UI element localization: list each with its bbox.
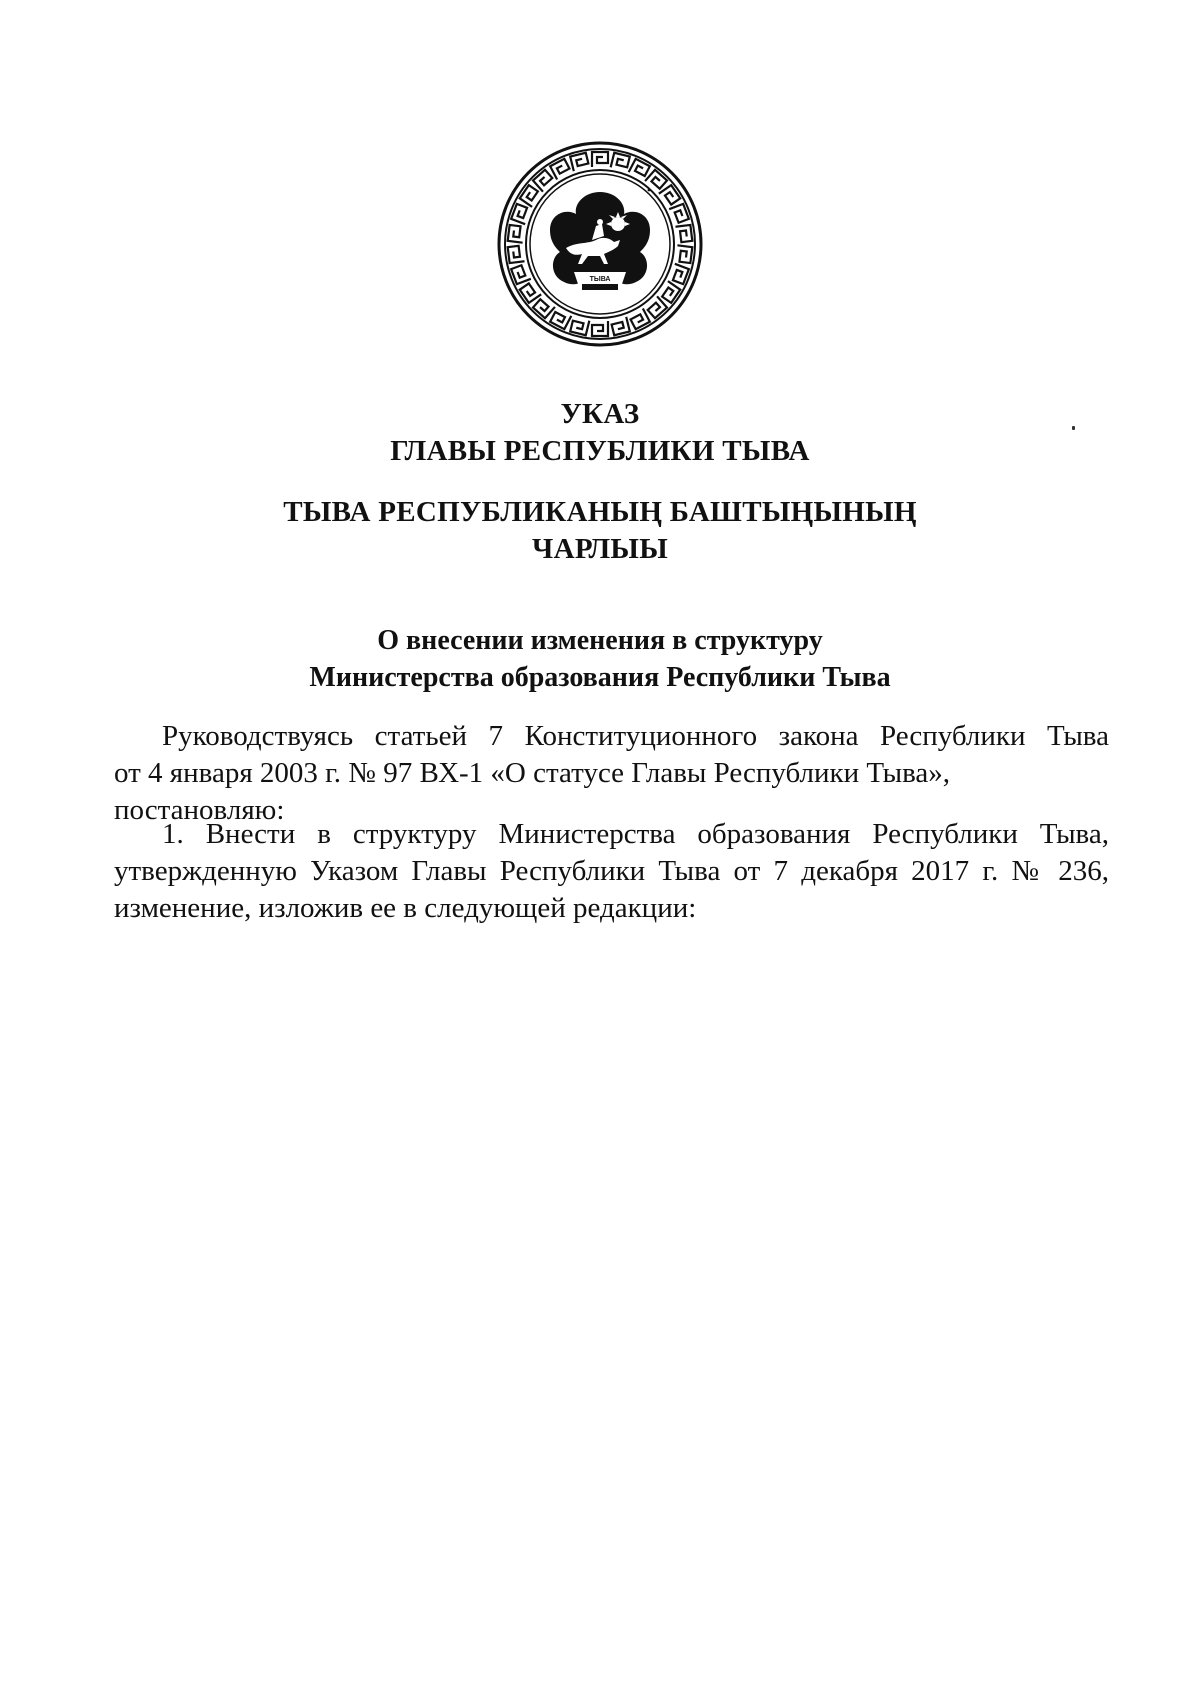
decree-title-tuvan-line-2: ЧАРЛЫЫ [532, 533, 668, 565]
paragraph-line: Руководствуясь статьей 7 Конституционного закона Республики Тыва [162, 720, 1109, 752]
paragraph-line: 1. Внести в структуру Министерства образования Республики Тыва, [162, 818, 1109, 850]
decree-title-line-2: ГЛАВЫ РЕСПУБЛИКИ ТЫВА [390, 435, 810, 467]
clause-1-paragraph [114, 816, 1109, 927]
decree-title-tuvan-line-1: ТЫВА РЕСПУБЛИКАНЫҢ БАШТЫҢЫНЫҢ [283, 496, 917, 528]
preamble-paragraph [114, 718, 1109, 829]
decree-subject-line-1: О внесении изменения в структуру [377, 625, 823, 656]
decree-title [0, 396, 1200, 470]
decree-title-tuvan [0, 494, 1200, 568]
paragraph-line: изменение, изложив ее в следующей редакции: [114, 892, 697, 924]
decree-subject [0, 622, 1200, 696]
paragraph-line: утвержденную Указом Главы Республики Тыва от 7 декабря 2017 г. № 236, [114, 855, 1109, 887]
scan-speck [1072, 426, 1075, 430]
decree-subject-line-2: Министерства образования Республики Тыва [309, 662, 891, 693]
paragraph-line: от 4 января 2003 г. № 97 ВХ-1 «О статусе Главы Республики Тыва», постановляю: [114, 757, 951, 826]
svg-text:ТЫВА: ТЫВА [589, 276, 611, 283]
tuva-coat-of-arms-icon [496, 140, 704, 348]
decree-title-line-1: УКАЗ [560, 398, 640, 430]
